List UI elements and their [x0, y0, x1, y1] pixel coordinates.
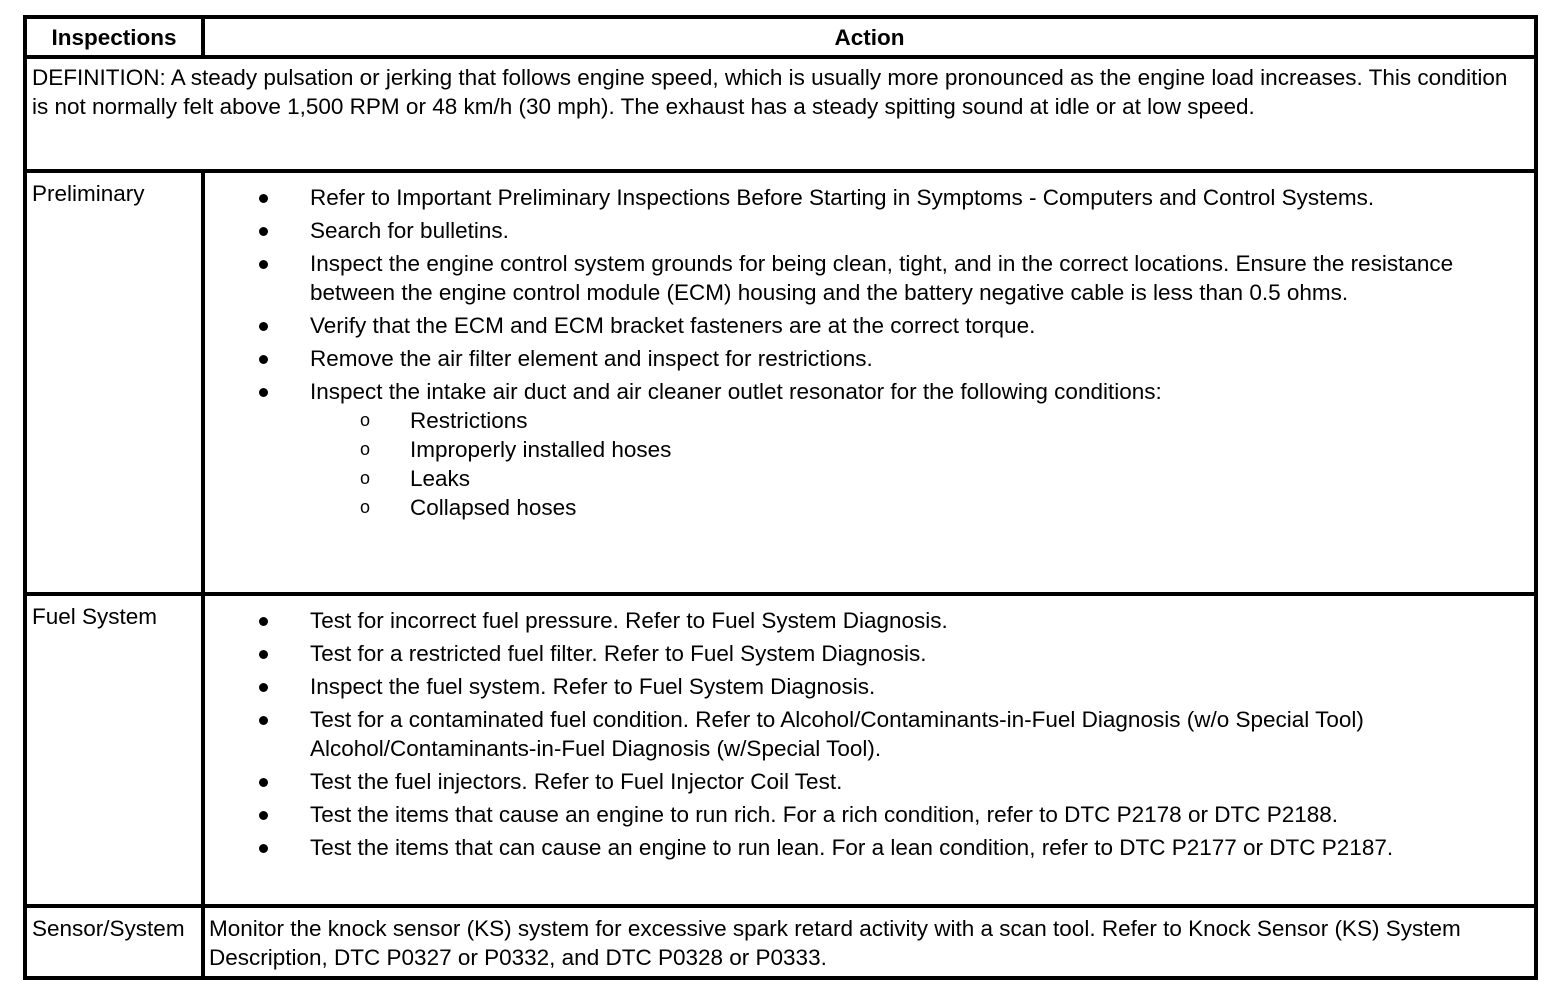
fuel-system-label: Fuel System	[25, 594, 203, 906]
list-item: Test the items that cause an engine to run rich. For a rich condition, refer to DTC P2178 or DTC P2188.	[205, 800, 1522, 829]
fuel-system-row	[25, 594, 1536, 906]
preliminary-actions	[203, 171, 1536, 594]
bullet-icon	[259, 227, 268, 236]
list-item: Search for bulletins.	[205, 216, 1522, 245]
definition-row	[25, 57, 1536, 171]
list-item: Inspect the intake air duct and air cleaner outlet resonator for the following conditions: o Restrictions o Improperly installed hoses o Leaks o Collapsed hoses	[205, 377, 1522, 522]
bullet-icon	[259, 617, 268, 626]
circle-bullet-icon: o	[360, 497, 371, 517]
bullet-icon	[259, 778, 268, 787]
sensor-system-row	[25, 906, 1536, 978]
bullet-icon	[259, 322, 268, 331]
list-item: Verify that the ECM and ECM bracket fasteners are at the correct torque.	[205, 311, 1522, 340]
circle-bullet-icon: o	[360, 468, 371, 488]
bullet-icon	[259, 844, 268, 853]
preliminary-label: Preliminary	[25, 171, 203, 594]
list-item: Remove the air filter element and inspect for restrictions.	[205, 344, 1522, 373]
list-item: Refer to Important Preliminary Inspections Before Starting in Symptoms - Computers and Control Systems.	[205, 183, 1522, 212]
circle-bullet-icon: o	[360, 439, 371, 459]
bullet-icon	[259, 650, 268, 659]
sub-list-item: o Collapsed hoses	[360, 495, 577, 520]
header-row	[25, 17, 1536, 57]
circle-bullet-icon: o	[360, 410, 371, 430]
bullet-icon	[259, 388, 268, 397]
bullet-icon	[259, 716, 268, 725]
list-item: Test for a restricted fuel filter. Refer to Fuel System Diagnosis.	[205, 639, 1522, 668]
bullet-icon	[259, 355, 268, 364]
header-action: Action	[203, 17, 1536, 57]
preliminary-list	[205, 183, 1522, 522]
bullet-icon	[259, 683, 268, 692]
list-item: Test the fuel injectors. Refer to Fuel Injector Coil Test.	[205, 767, 1522, 796]
sub-list-item: o Restrictions	[360, 408, 528, 433]
list-item: Test the items that can cause an engine to run lean. For a lean condition, refer to DTC P2177 or DTC P2187.	[205, 833, 1522, 862]
inspection-table	[23, 15, 1538, 980]
list-item: Inspect the fuel system. Refer to Fuel System Diagnosis.	[205, 672, 1522, 701]
sensor-system-label: Sensor/System	[25, 906, 203, 978]
bullet-icon	[259, 811, 268, 820]
sub-list-item: o Leaks	[360, 466, 471, 491]
fuel-system-actions	[203, 594, 1536, 906]
header-inspections: Inspections	[25, 17, 203, 57]
bullet-icon	[259, 260, 268, 269]
fuel-system-list	[205, 606, 1522, 862]
sub-list-item: o Improperly installed hoses	[360, 437, 672, 462]
definition-text: DEFINITION: A steady pulsation or jerking that follows engine speed, which is usually more pronounced as the engine load increases. This condition is not normally felt above 1,500 RPM or 48 km/h (30 mph). The exhaust has a steady spitting sound at idle or at low speed.	[25, 57, 1536, 171]
bullet-icon	[259, 194, 268, 203]
list-item: Test for a contaminated fuel condition. Refer to Alcohol/Contaminants-in-Fuel Diagnosis (w/o Special Tool) Alcohol/Contaminants-in-Fuel Diagnosis (w/Special Tool).	[205, 705, 1522, 763]
sub-list	[310, 406, 1522, 522]
preliminary-row	[25, 171, 1536, 594]
sensor-system-action: Monitor the knock sensor (KS) system for excessive spark retard activity with a scan tool. Refer to Knock Sensor (KS) System Description, DTC P0327 or P0332, and DTC P0328 or P0333.	[203, 906, 1536, 978]
list-item: Inspect the engine control system grounds for being clean, tight, and in the correct locations. Ensure the resistance between the engine control module (ECM) housing and the battery negative cable is less than 0.5 ohms.	[205, 249, 1522, 307]
list-item: Test for incorrect fuel pressure. Refer to Fuel System Diagnosis.	[205, 606, 1522, 635]
